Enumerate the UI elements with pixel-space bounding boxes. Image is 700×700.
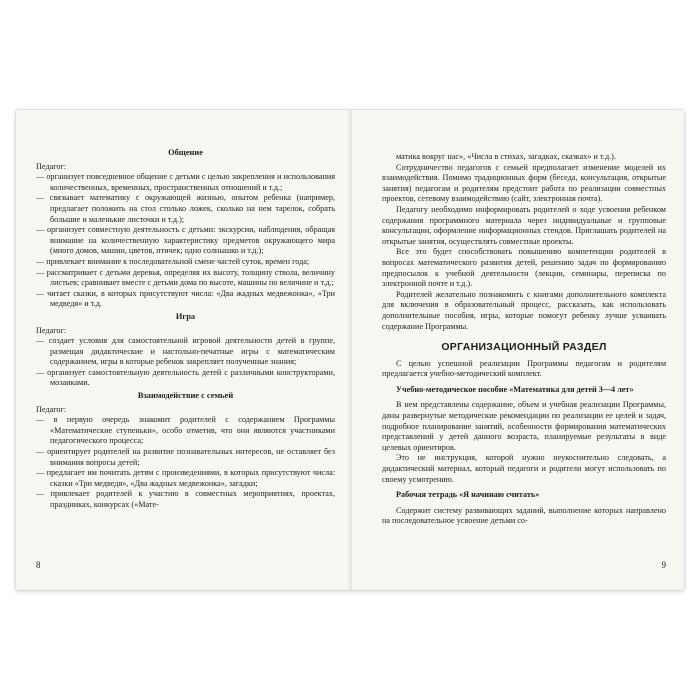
list-item: — организует повседневное общение с детьми с целью закрепления и использования количественных, временных, пространственных отношений и т.д.; (36, 172, 335, 192)
list-item: — привлекает родителей к участию в совместных мероприятиях, проектах, праздниках, конкурсах («Мате- (36, 489, 335, 509)
teacher-label: Педагог: (36, 161, 67, 171)
list-item: — организует самостоятельную деятельность детей с различными конструкторами, мозаиками. (36, 367, 335, 388)
paragraph: Все это будет способствовать повышению компетенции родителей в вопросах математического развития детей, решению задач по формированию предпосылок к учебной деятельности (лекции, семинары, переписка по электронной почте и т.д.). (382, 247, 666, 289)
list-item: — организует совместную деятельность с детьми: экскурсии, наблюдения, обращая внимание на количественную характеристику предметов окружающего мира (много домов, машин, цветов, птичек; одно солнышко и т.д.); (36, 225, 335, 256)
right-page (352, 110, 684, 590)
left-page (16, 110, 349, 590)
paragraph: В нем представлены содержание, объем и учебная реализации Программы, даны развернутые методические рекомендации по реализации ее целей и задач, подробное планирование занятий, особенности формирования математических представлений у детей данного возраста, планируемые результаты в виде целевых ориентиров. (382, 400, 666, 452)
workbook-title: Рабочая тетрадь «Я начинаю считать» (396, 490, 540, 500)
list-item: — в первую очередь знакомит родителей с содержанием Программы «Математические ступеньки», особо отметив, что они являются участниками педагогического процесса; (36, 415, 335, 446)
continuation-text: матика вокруг нас», «Числа в стихах, загадках, сказках» и т.д.). (396, 152, 616, 161)
teacher-label: Педагог: (36, 404, 67, 414)
book-spread (16, 110, 684, 590)
section-heading-communication: Общение (168, 148, 203, 157)
manual-title: Учебно-методическое пособие «Математика для детей 3—4 лет» (396, 384, 634, 394)
paragraph: Родителей желательно познакомить с книгами дополнительного комплекта для включения в образовательный процесс, рассказать, как использовать дополнительные пособия, игры, которые помогут ребенку лучше усваивать содержание Программы. (382, 289, 666, 331)
paragraph: Педагогу необходимо информировать родителей о ходе усвоения ребенком содержания программного материала через индивидуальные и групповые консультации, оформление информационных стендов. Приглашать родителей на открытые занятия, осуществлять совместные проекты. (382, 204, 666, 246)
paragraph: С целью успешной реализации Программы педагогам и родителям предлагается учебно-методический комплект. (382, 358, 666, 379)
paragraph: Это не инструкция, которой нужно неукоснительно следовать, а дидактический материал, который педагоги и родители могут использовать по своему усмотрению. (382, 453, 666, 484)
paragraph: Содержит систему развивающих заданий, выполнение которых направлено на последовательное усвоение детьми со- (382, 505, 666, 526)
page-number-left: 8 (36, 560, 41, 570)
page-number-right: 9 (661, 560, 666, 570)
teacher-label: Педагог: (36, 325, 67, 335)
section-heading-game: Игра (175, 311, 196, 321)
list-item: — предлагает им почитать детям с произведениями, в которых присутствуют числа: сказки «Три медведя», «Два жадных медвежонка», загадки; (36, 468, 335, 488)
list-item: — связывает математику с окружающей жизнью, опытом ребенка (например, предлагает положить на стол столько ложек, сколько на нем тарелок, собрать большие и маленькие листочки и т.д.); (36, 193, 335, 224)
list-item: — ориентирует родителей на развитие познавательных интересов, не оставляет без внимания вопросы детей; (36, 447, 335, 467)
list-item: — создает условия для самостоятельной игровой деятельности детей в группе, размещая дидактические и настольно-печатные игры с математическим содержанием, игры в которые ребенок закрепляет полученные знания; (36, 336, 335, 367)
paragraph: Сотрудничество педагогов с семьей предполагает изменение моделей их взаимодействия. Помимо традиционных форм (беседа, консультация, открытые занятия) педагогам и родителям предстоит работа по реализации совместных проектов, сетевому взаимодействию (сайт, электронная почта). (382, 162, 666, 204)
list-item: — читает сказки, в которых присутствуют числа: «Два жадных медвежонка», «Три медведя» и т.д. (36, 288, 335, 309)
list-item: — привлекает внимание к последовательной смене частей суток, времен года; (36, 256, 310, 266)
section-title-organizational: ОРГАНИЗАЦИОННЫЙ РАЗДЕЛ (441, 341, 607, 354)
section-heading-family: Взаимодействие с семьей (137, 391, 234, 401)
list-item: — рассматривает с детьми деревья, определяя их высоту, толщину ствола, величину листьев; сравнивает вместе с детьми дома по высоте, машины по величине и т.д.; (36, 267, 335, 288)
